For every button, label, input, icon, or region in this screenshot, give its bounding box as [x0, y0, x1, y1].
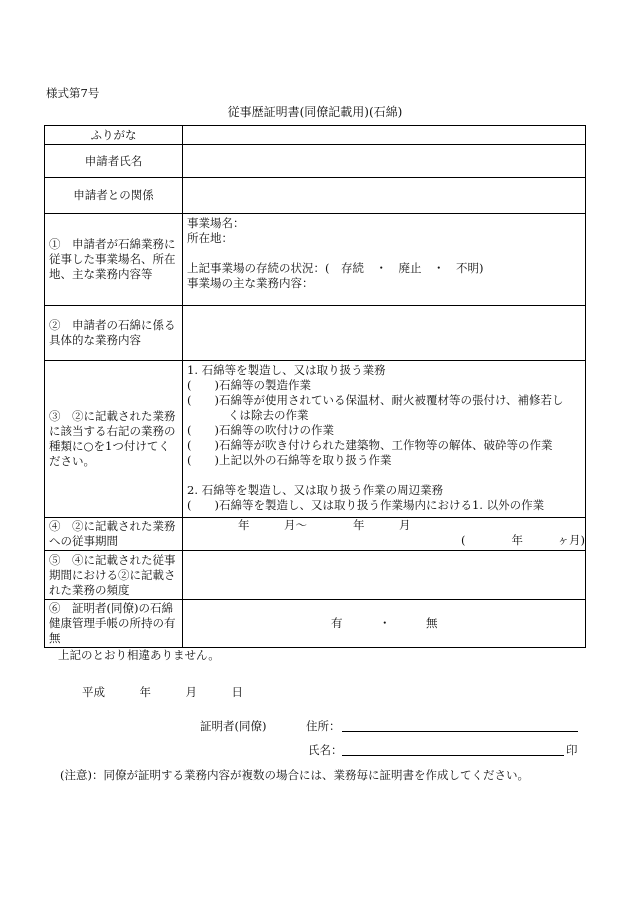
option-spraying[interactable]: ( )石綿等の吹付けの作業 — [187, 423, 334, 437]
certificate-form-table — [44, 125, 586, 648]
option-peripheral[interactable]: ( )石綿等を製造し、又は取り扱う作業場内における1. 以外の作業 — [187, 498, 545, 512]
confirmation-text: 上記のとおり相違ありません。 — [58, 648, 220, 662]
name-label: 氏名： — [308, 743, 343, 757]
address-underline[interactable] — [342, 731, 578, 732]
site-status: 上記事業場の存続の状況：( 存続 ・ 廃止 ・ 不明) — [187, 261, 484, 275]
option-other-handling[interactable]: ( )上記以外の石綿等を取り扱う作業 — [187, 453, 392, 467]
separator-dot: ・ — [379, 616, 391, 630]
applicant-name-field[interactable] — [183, 145, 586, 178]
applicant-name-label: 申請者氏名 — [45, 145, 183, 178]
option-manufacturing[interactable]: ( )石綿等の製造作業 — [187, 378, 311, 392]
furigana-field[interactable] — [183, 126, 586, 145]
furigana-label: ふりがな — [45, 126, 183, 145]
name-underline[interactable] — [342, 755, 564, 756]
q6-field — [183, 600, 586, 648]
q2-label: ② 申請者の石綿に係る 具体的な業務内容 — [45, 306, 183, 361]
q3-options — [183, 361, 586, 518]
q1-content[interactable] — [183, 214, 586, 306]
category-2-heading: 2. 石綿等を製造し、又は取り扱う作業の周辺業務 — [187, 483, 444, 497]
q4-period-field[interactable] — [183, 518, 586, 551]
q4-label: ④ ②に記載された業務 への従事期間 — [45, 518, 183, 551]
q5-field[interactable] — [183, 551, 586, 600]
period-total: ( 年 ヶ月) — [461, 533, 585, 547]
document-title: 従事歴証明書(同僚記載用)(石綿) — [227, 105, 403, 119]
q6-label: ⑥ 証明者(同僚)の石綿 健康管理手帳の所持の有 無 — [45, 600, 183, 648]
q3-label: ③ ②に記載された業務 に該当する右記の業務の 種類に○を1つ付けてく ださい。 — [45, 361, 183, 518]
no-option[interactable]: 無 — [426, 616, 438, 630]
form-number: 様式第7号 — [46, 86, 100, 100]
period-range: 年 月～ 年 月 — [238, 518, 411, 532]
site-name-label: 事業場名： — [187, 216, 245, 230]
date-line[interactable]: 平成 年 月 日 — [82, 685, 243, 699]
certifier-label: 証明者(同僚) — [200, 719, 267, 733]
q5-label: ⑤ ④に記載された従事 期間における②に記載さ れた業務の頻度 — [45, 551, 183, 600]
option-insulation-cont: くは除去の作業 — [228, 408, 309, 422]
location-label: 所在地： — [187, 231, 233, 245]
q2-field[interactable] — [183, 306, 586, 361]
relation-label: 申請者との関係 — [45, 178, 183, 214]
option-insulation[interactable]: ( )石綿等が使用されている保温材、耐火被覆材等の張付け、補修若し — [187, 393, 564, 407]
option-demolition[interactable]: ( )石綿等が吹き付けられた建築物、工作物等の解体、破砕等の作業 — [187, 438, 553, 452]
category-1-heading: 1. 石綿等を製造し、又は取り扱う業務 — [187, 363, 386, 377]
yes-option[interactable]: 有 — [331, 616, 343, 630]
address-label: 住所： — [306, 719, 341, 733]
main-work-label: 事業場の主な業務内容： — [187, 276, 314, 290]
seal-mark: 印 — [566, 743, 578, 757]
relation-field[interactable] — [183, 178, 586, 214]
q1-label: ① 申請者が石綿業務に 従事した事業場名、所在 地、主な業務内容等 — [45, 214, 183, 306]
note-text: (注意)：同僚が証明する業務内容が複数の場合には、業務毎に証明書を作成してください。 — [60, 768, 529, 782]
